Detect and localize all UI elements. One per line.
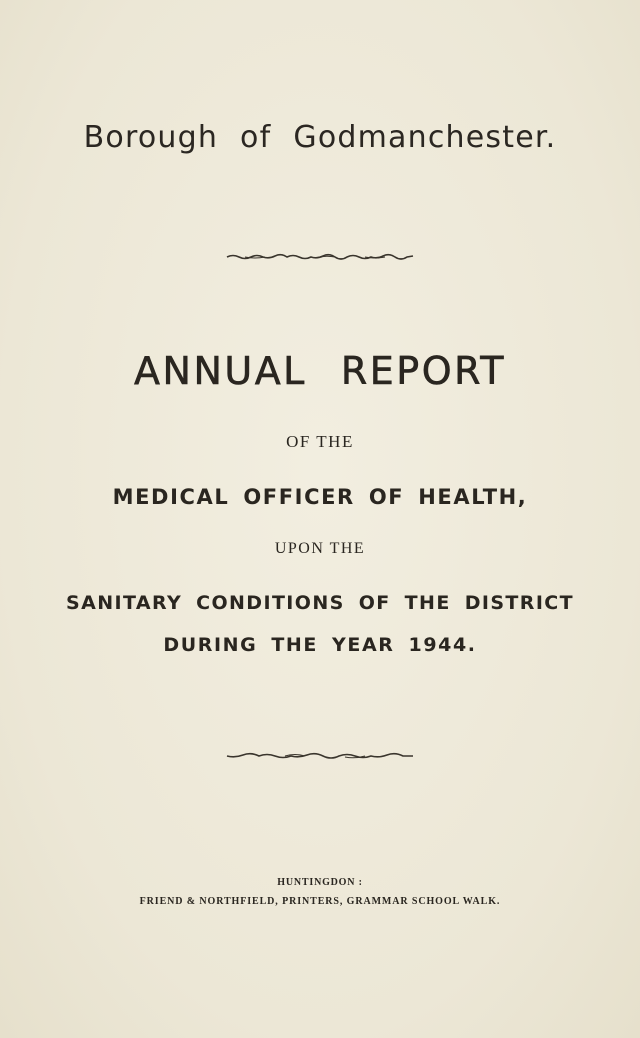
the-word-2: THE	[271, 634, 319, 656]
the-word: THE	[404, 592, 451, 614]
year-line	[0, 634, 640, 656]
bottom-ornamental-rule	[0, 750, 640, 762]
town-name: Godmanchester.	[293, 120, 557, 155]
imprint-printers: FRIEND & NORTHFIELD, PRINTERS, GRAMMAR SCHOOL WALK.	[139, 896, 501, 907]
annual-word: ANNUAL	[134, 349, 307, 393]
top-ornamental-rule	[0, 251, 640, 263]
annual-report-heading	[0, 349, 640, 393]
borough-title	[0, 120, 640, 155]
medical-officer-line	[0, 485, 640, 509]
officer-word: OFFICER	[243, 485, 355, 509]
district-word: DISTRICT	[464, 592, 574, 614]
year-number: 1944.	[408, 634, 477, 656]
conditions-word: CONDITIONS	[196, 592, 345, 614]
sanitary-word: SANITARY	[66, 592, 183, 614]
of-word-3: OF	[358, 592, 391, 614]
sanitary-conditions-line	[0, 592, 640, 614]
during-word: DURING	[163, 634, 258, 656]
medical-word: MEDICAL	[112, 485, 230, 509]
report-word: REPORT	[340, 349, 506, 393]
of-word: of	[240, 120, 272, 155]
health-word: HEALTH,	[418, 485, 528, 509]
of-word-2: OF	[368, 485, 405, 509]
year-word: YEAR	[332, 634, 395, 656]
of-the-line: OF THE	[286, 432, 354, 451]
upon-the-line: UPON THE	[274, 540, 366, 557]
borough-word: Borough	[83, 120, 219, 155]
imprint-place: HUNTINGDON :	[277, 877, 363, 888]
